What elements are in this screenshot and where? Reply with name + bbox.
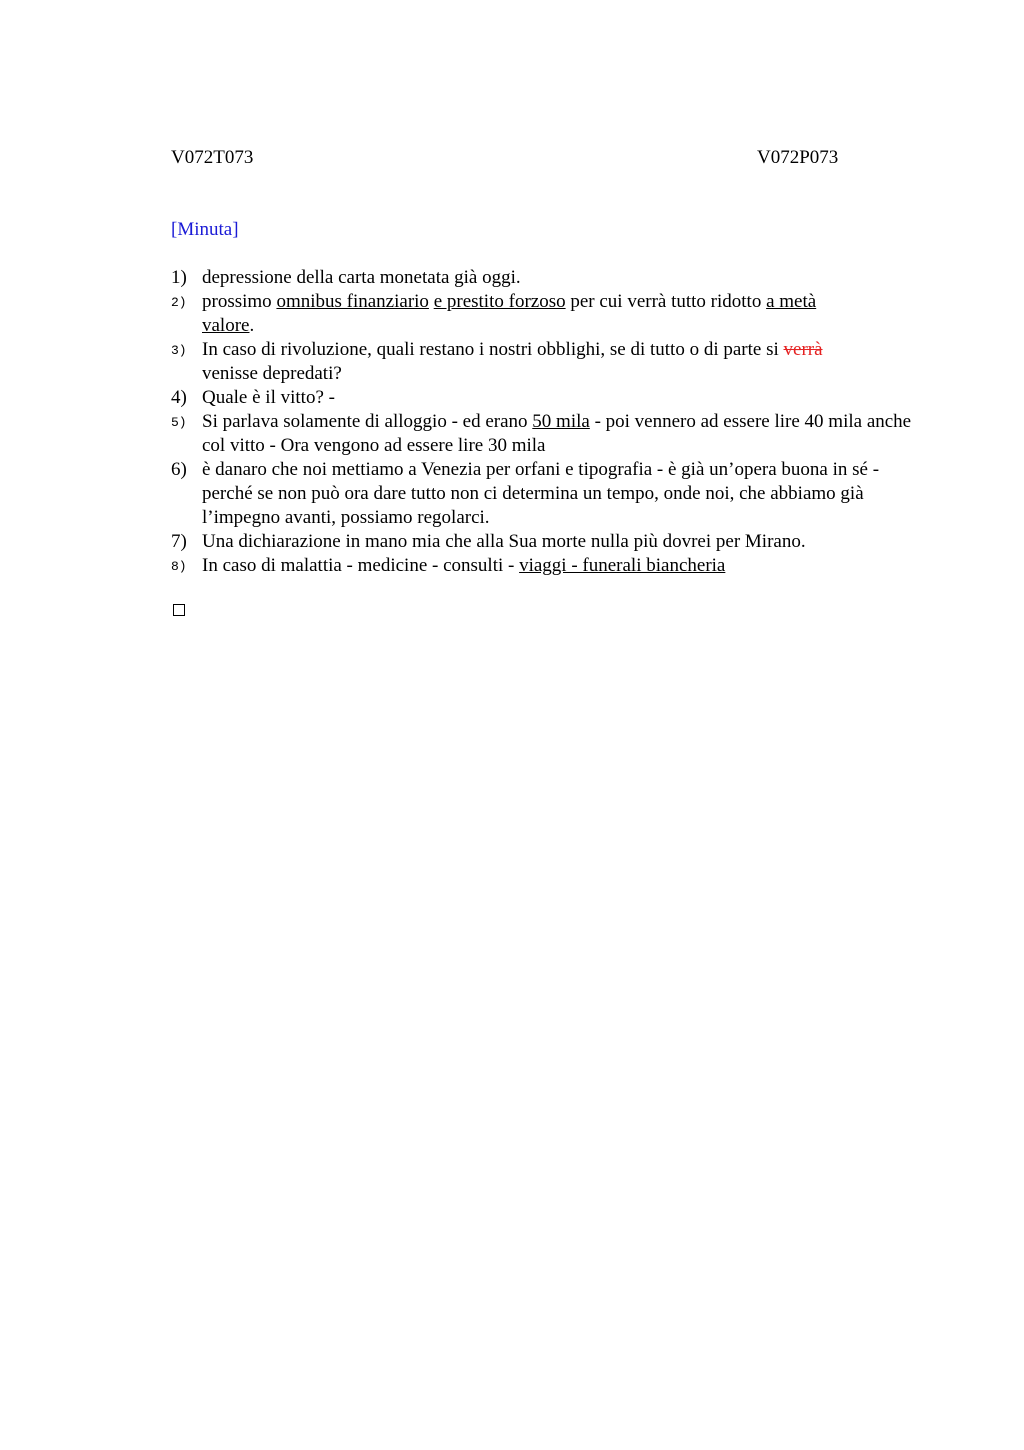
item-text: venisse depredati? xyxy=(202,363,342,384)
item-text: depressione della carta monetata già oggi. xyxy=(202,267,521,288)
document-code-left: V072T073 xyxy=(171,147,254,168)
item-number: 8) xyxy=(171,559,187,574)
document-code-right: V072P073 xyxy=(757,147,839,168)
item-text: Una dichiarazione in mano mia che alla Sua morte nulla più dovrei per Mirano. xyxy=(202,531,806,552)
underlined-text: 50 mila xyxy=(532,411,590,432)
list-item-1 xyxy=(171,266,931,290)
item-number: 2) xyxy=(171,295,187,310)
item-text: è danaro che noi mettiamo a Venezia per orfani e tipografia - è già un’opera buona in sé - perché se non può ora dare tutto non ci determina un tempo, onde noi, che abbiamo già l’impegno avanti, possiamo regolarci. xyxy=(202,459,880,528)
deleted-text: verrà xyxy=(783,339,823,360)
list-item-2 xyxy=(171,290,931,338)
underlined-text: e prestito forzoso xyxy=(433,291,566,312)
underlined-text: viaggi - funerali biancheria xyxy=(519,555,726,576)
item-number: 4) xyxy=(171,387,187,408)
item-number: 7) xyxy=(171,531,187,552)
underlined-text: omnibus finanziario xyxy=(276,291,429,312)
item-text: - poi vennero ad essere lire 40 mila anche col vitto - Ora vengono ad essere lire 30 mila xyxy=(202,411,912,456)
list-item-5 xyxy=(171,410,931,458)
item-text: Si parlava solamente di alloggio - ed erano xyxy=(202,411,533,432)
underlined-text: valore xyxy=(202,315,250,336)
list-item-3 xyxy=(171,338,931,386)
list-item-6 xyxy=(171,458,931,530)
item-text: prossimo xyxy=(202,291,277,312)
item-text: Quale è il vitto? - xyxy=(202,387,335,408)
list-item-7 xyxy=(171,530,931,554)
item-text: per cui verrà tutto ridotto xyxy=(565,291,767,312)
item-list xyxy=(171,266,931,578)
item-text: . xyxy=(249,315,255,336)
item-number: 6) xyxy=(171,459,187,480)
item-text: In caso di malattia - medicine - consulti - xyxy=(202,555,520,576)
minuta-heading: [Minuta] xyxy=(171,219,239,240)
item-number: 1) xyxy=(171,267,187,288)
list-item-8 xyxy=(171,554,931,578)
item-text: In caso di rivoluzione, quali restano i nostri obblighi, se di tutto o di parte si xyxy=(202,339,784,360)
end-square-icon xyxy=(173,604,185,616)
item-number: 5) xyxy=(171,415,187,430)
item-number: 3) xyxy=(171,343,187,358)
underlined-text: a metà xyxy=(766,291,817,312)
list-item-4 xyxy=(171,386,931,410)
